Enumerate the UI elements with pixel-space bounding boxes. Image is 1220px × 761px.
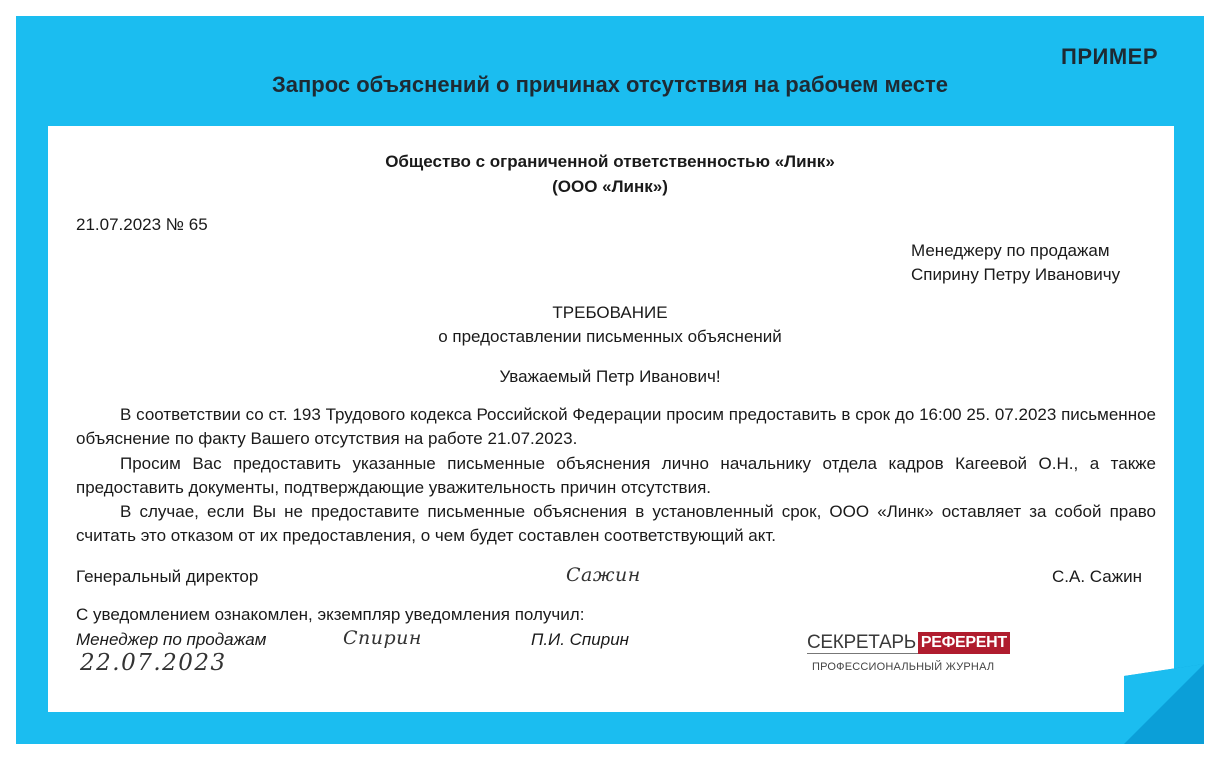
acknowledgement-name: П.И. Спирин — [531, 630, 629, 649]
document-subject: о предоставлении письменных объяснений — [438, 327, 782, 346]
salutation: Уважаемый Петр Иванович! — [499, 367, 721, 386]
acknowledgement-position: Менеджер по продажам — [76, 630, 267, 649]
signer-name: С.А. Сажин — [1052, 567, 1142, 586]
example-label: ПРИМЕР — [1061, 44, 1158, 69]
signer-position: Генеральный директор — [76, 567, 259, 586]
logo-left-text: СЕКРЕТАРЬ — [807, 632, 916, 653]
publisher-logo — [807, 632, 1010, 654]
acknowledgement-signature: Спирин — [343, 627, 422, 649]
logo-subtitle: ПРОФЕССИОНАЛЬНЫЙ ЖУРНАЛ — [812, 661, 995, 673]
body-paragraph-1: В соответствии со ст. 193 Трудового кодекса Российской Федерации просим предоставить в срок до 16:00 25. 07.2023 письменное объяснение по факту Вашего отсутствия на работе 21.07.2023. — [76, 405, 1156, 448]
page-title: Запрос объяснений о причинах отсутствия на рабочем месте — [272, 72, 948, 97]
body-paragraph-2: Просим Вас предоставить указанные письменные объяснения лично начальнику отдела кадров Кагеевой О.Н., а также предоставить документы, подтверждающие уважительность причин отсутствия. — [76, 454, 1156, 497]
acknowledgement-date: 22.07.2023 — [80, 650, 227, 676]
recipient-name: Спирину Петру Ивановичу — [911, 265, 1121, 284]
body-paragraph-3: В случае, если Вы не предоставите письменные объяснения в установленный срок, ООО «Линк» оставляет за собой право считать это отказом от их предоставления, о чем будет составлен соответствующий акт. — [76, 502, 1156, 545]
signer-signature: Сажин — [566, 564, 641, 586]
recipient-position: Менеджеру по продажам — [911, 241, 1110, 260]
logo-right-text: РЕФЕРЕНТ — [918, 632, 1010, 654]
document-type: ТРЕБОВАНИЕ — [552, 303, 668, 322]
organization-short-name: (ООО «Линк») — [552, 177, 668, 196]
date-number: 21.07.2023 № 65 — [76, 215, 208, 234]
page-fold-corner — [1124, 664, 1204, 744]
acknowledgement-text: С уведомлением ознакомлен, экземпляр уведомления получил: — [76, 605, 585, 624]
organization-name: Общество с ограниченной ответственностью «Линк» — [385, 152, 835, 171]
